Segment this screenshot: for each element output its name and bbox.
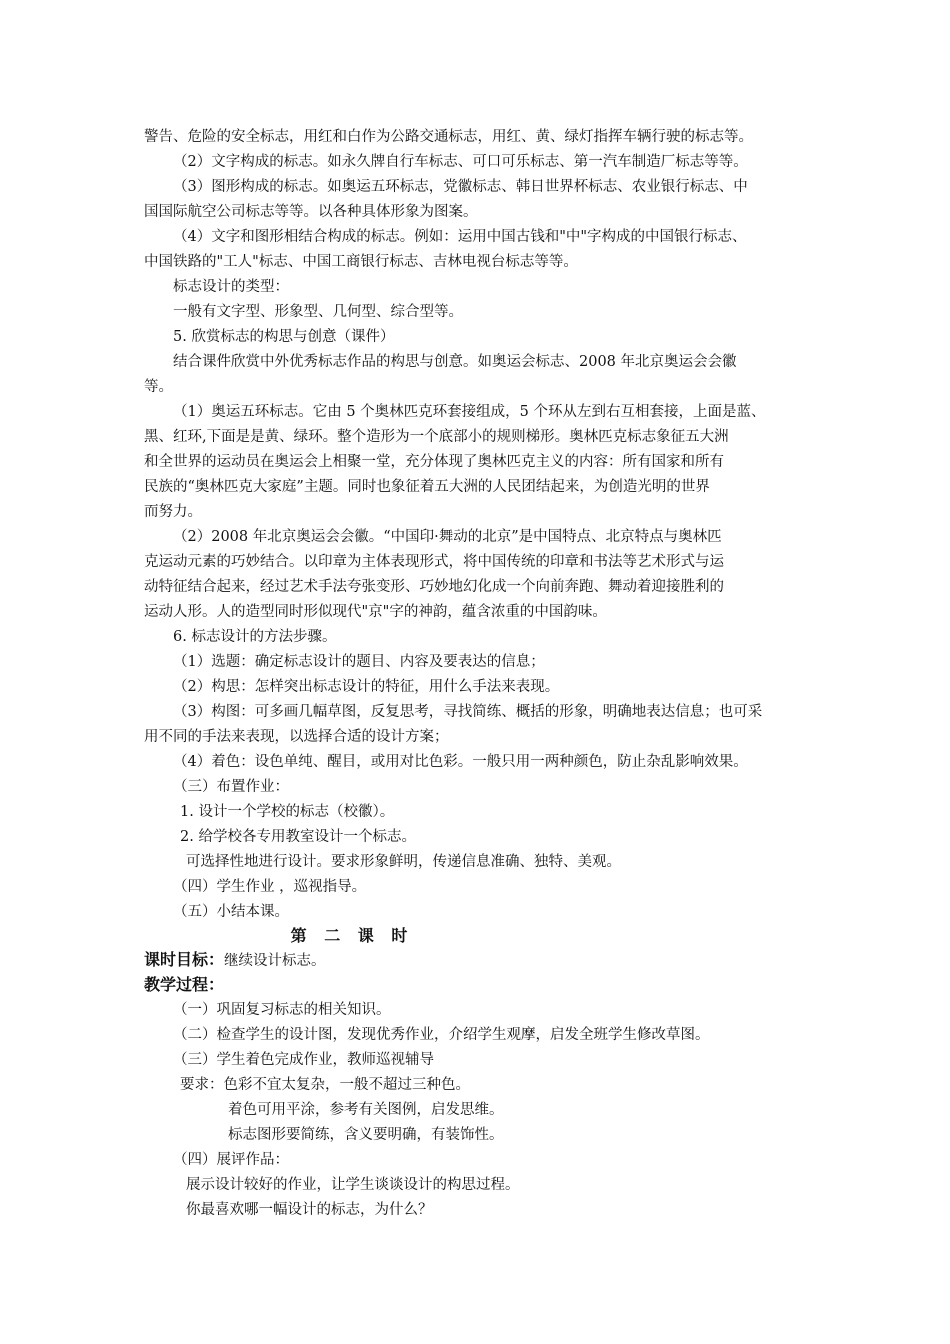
section-title: 第 二 课 时	[290, 926, 414, 945]
paragraph-line: （2）文字构成的标志。如永久牌自行车标志、可口可乐标志、第一汽车制造厂标志等等。	[173, 154, 748, 170]
paragraph-line: （2）2008 年北京奥运会会徽。“中国印·舞动的北京”是中国特点、北京特点与奥林匹	[173, 529, 722, 545]
paragraph-line: 用不同的手法来表现，以选择合适的设计方案；	[144, 729, 449, 745]
paragraph-line: 和全世界的运动员在奥运会上相聚一堂，充分体现了奥林匹克主义的内容：所有国家和所有	[144, 454, 724, 470]
paragraph-line: 动特征结合起来，经过艺术手法夸张变形、巧妙地幻化成一个向前奔跑、舞动着迎接胜利的	[144, 579, 724, 595]
process-line: 你最喜欢哪一幅设计的标志，为什么？	[186, 1202, 433, 1218]
process-line: 着色可用平涂，参考有关图例，启发思维。	[228, 1102, 504, 1118]
paragraph-line: （五）小结本课。	[173, 904, 289, 920]
paragraph-line: 警告、危险的安全标志，用红和白作为公路交通标志，用红、黄、绿灯指挥车辆行驶的标志等。	[144, 129, 753, 145]
process-line: （三）学生着色完成作业，教师巡视辅导	[173, 1052, 434, 1068]
paragraph-line: 等。	[144, 379, 173, 395]
process-line: 展示设计较好的作业，让学生谈谈设计的构思过程。	[186, 1177, 520, 1193]
paragraph-line: （4）着色：设色单纯、醒目，或用对比色彩。一般只用一两种颜色，防止杂乱影响效果。	[173, 754, 748, 770]
paragraph-line: （3）构图：可多画几幅草图，反复思考，寻找简练、概括的形象，明确地表达信息；也可采	[173, 704, 763, 720]
paragraph-line: 黑、红环,下面是是黄、绿环。整个造形为一个底部小的规则梯形。奥林匹克标志象征五大洲	[144, 429, 729, 445]
paragraph-line: 中国铁路的"工人"标志、中国工商银行标志、吉林电视台标志等等。	[144, 254, 578, 270]
objective-label: 课时目标：	[144, 950, 225, 969]
paragraph-line: （2）构思：怎样突出标志设计的特征，用什么手法来表现。	[173, 679, 560, 695]
process-line: （二）检查学生的设计图，发现优秀作业，介绍学生观摩，启发全班学生修改草图。	[173, 1027, 710, 1043]
paragraph-line: （4）文字和图形相结合构成的标志。例如：运用中国古钱和"中"字构成的中国银行标志、	[173, 229, 747, 245]
paragraph-line: 5. 欣赏标志的构思与创意（课件）	[173, 329, 395, 345]
paragraph-line: （四）学生作业 ，巡视指导。	[173, 879, 367, 895]
paragraph-line: 2. 给学校各专用教室设计一个标志。	[180, 829, 416, 845]
paragraph-line: （1）奥运五环标志。它由 5 个奥林匹克环套接组成，5 个环从左到右互相套接，上面是蓝、	[173, 404, 766, 420]
process-line: 标志图形要简练，含义要明确，有装饰性。	[228, 1127, 504, 1143]
paragraph-line: 1. 设计一个学校的标志（校徽）。	[180, 804, 395, 820]
objective-line	[144, 950, 824, 971]
paragraph-line: 而努力。	[144, 504, 202, 520]
process-heading: 教学过程：	[144, 975, 225, 994]
paragraph-line: 结合课件欣赏中外优秀标志作品的构思与创意。如奥运会标志、2008 年北京奥运会会徽	[173, 354, 737, 370]
paragraph-line: （三）布置作业：	[173, 779, 289, 795]
paragraph-line: 可选择性地进行设计。要求形象鲜明，传递信息准确、独特、美观。	[186, 854, 621, 870]
process-line: （一）巩固复习标志的相关知识。	[173, 1002, 391, 1018]
process-line: 要求：色彩不宜太复杂，一般不超过三种色。	[180, 1077, 470, 1093]
paragraph-line: 国国际航空公司标志等等。以各种具体形象为图案。	[144, 204, 478, 220]
objective-text: 继续设计标志。	[224, 953, 326, 969]
paragraph-line: 一般有文字型、形象型、几何型、综合型等。	[173, 304, 463, 320]
paragraph-line: 克运动元素的巧妙结合。以印章为主体表现形式，将中国传统的印章和书法等艺术形式与运	[144, 554, 724, 570]
process-line: （四）展评作品：	[173, 1152, 289, 1168]
paragraph-line: 民族的“奥林匹克大家庭”主题。同时也象征着五大洲的人民团结起来，为创造光明的世界	[144, 479, 710, 495]
paragraph-line: （3）图形构成的标志。如奥运五环标志，党徽标志、韩日世界杯标志、农业银行标志、中	[173, 179, 748, 195]
paragraph-line: 6. 标志设计的方法步骤。	[173, 629, 337, 645]
paragraph-line: （1）选题：确定标志设计的题目、内容及要表达的信息；	[173, 654, 545, 670]
paragraph-line: 标志设计的类型：	[173, 279, 289, 295]
paragraph-line: 运动人形。人的造型同时形似现代"京"字的神韵，蕴含浓重的中国韵味。	[144, 604, 607, 620]
